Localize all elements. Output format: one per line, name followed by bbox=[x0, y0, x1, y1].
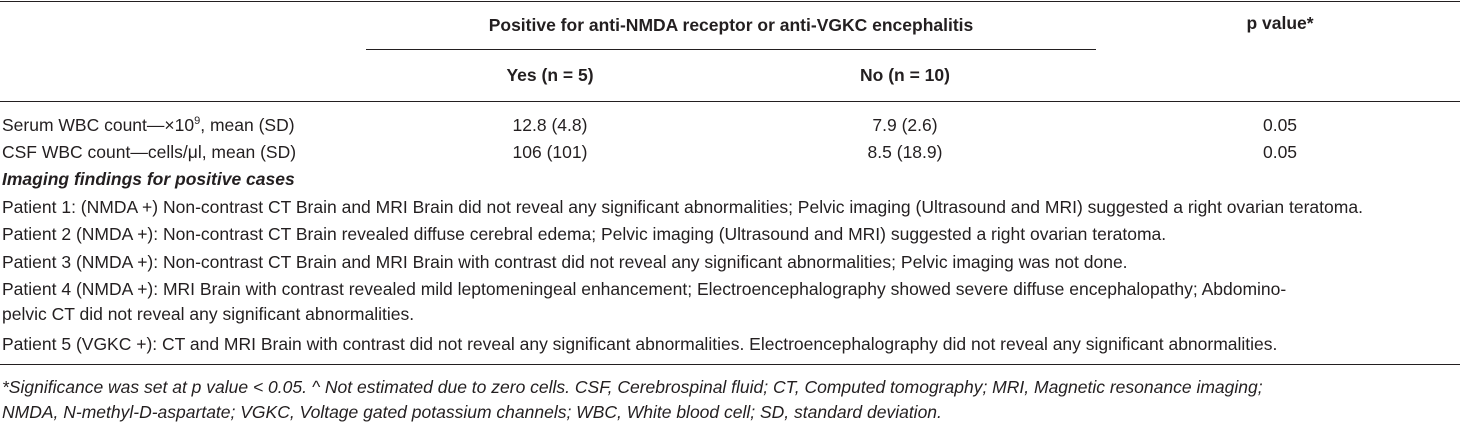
patient-finding: Patient 4 (NMDA +): MRI Brain with contrast revealed mild leptomeningeal enhancement; Electroencephalography showed severe diffuse encephalopathy; Abdomino- bbox=[2, 279, 1287, 299]
row-label-csf-wbc: CSF WBC count—cells/μl, mean (SD) bbox=[2, 142, 297, 162]
patient-finding: Patient 1: (NMDA +) Non-contrast CT Brain and MRI Brain did not reveal any significant abnormalities; Pelvic imaging (Ultrasound and MRI) suggested a right ovarian teratoma. bbox=[2, 197, 1363, 217]
superscript-exponent: 9 bbox=[194, 115, 201, 128]
cell-no: 7.9 (2.6) bbox=[872, 115, 938, 135]
patient-finding-continued: pelvic CT did not reveal any significant abnormalities. bbox=[2, 304, 415, 324]
group-header: Positive for anti-NMDA receptor or anti-VGKC encephalitis bbox=[488, 15, 974, 35]
col-yes-header: Yes (n = 5) bbox=[506, 65, 594, 85]
group-header-rule bbox=[366, 49, 1096, 50]
cell-no: 8.5 (18.9) bbox=[867, 142, 943, 162]
col-no-header: No (n = 10) bbox=[860, 65, 950, 85]
row-label-text: Serum WBC count—×10 bbox=[2, 115, 195, 135]
patient-finding: Patient 5 (VGKC +): CT and MRI Brain with contrast did not reveal any significant abnormalities. Electroencephalography did not reveal any significant abnormalities. bbox=[2, 334, 1278, 354]
pvalue-header: p value* bbox=[1246, 13, 1314, 33]
patient-finding: Patient 3 (NMDA +): Non-contrast CT Brain and MRI Brain with contrast did not reveal any significant abnormalities; Pelvic imaging was not done. bbox=[2, 252, 1128, 272]
cell-p: 0.05 bbox=[1262, 115, 1298, 135]
cell-yes: 106 (101) bbox=[512, 142, 588, 162]
cell-yes: 12.8 (4.8) bbox=[512, 115, 588, 135]
row-label-serum-wbc bbox=[2, 113, 295, 137]
imaging-heading: Imaging findings for positive cases bbox=[2, 169, 295, 189]
footnote-line-1: *Significance was set at p value < 0.05. ^ Not estimated due to zero cells. CSF, Cerebrospinal fluid; CT, Computed tomography; MRI, Magnetic resonance imaging; bbox=[2, 377, 1263, 397]
header-bottom-rule bbox=[0, 101, 1460, 102]
row-label-suffix: , mean (SD) bbox=[200, 115, 295, 135]
cell-p: 0.05 bbox=[1262, 142, 1298, 162]
footnote-line-2: NMDA, N-methyl-D-aspartate; VGKC, Voltage gated potassium channels; WBC, White blood cell; SD, standard deviation. bbox=[2, 402, 942, 422]
table-top-rule bbox=[0, 1, 1460, 2]
patient-finding: Patient 2 (NMDA +): Non-contrast CT Brain revealed diffuse cerebral edema; Pelvic imaging (Ultrasound and MRI) suggested a right ovarian teratoma. bbox=[2, 224, 1167, 244]
table-bottom-rule bbox=[0, 364, 1460, 365]
